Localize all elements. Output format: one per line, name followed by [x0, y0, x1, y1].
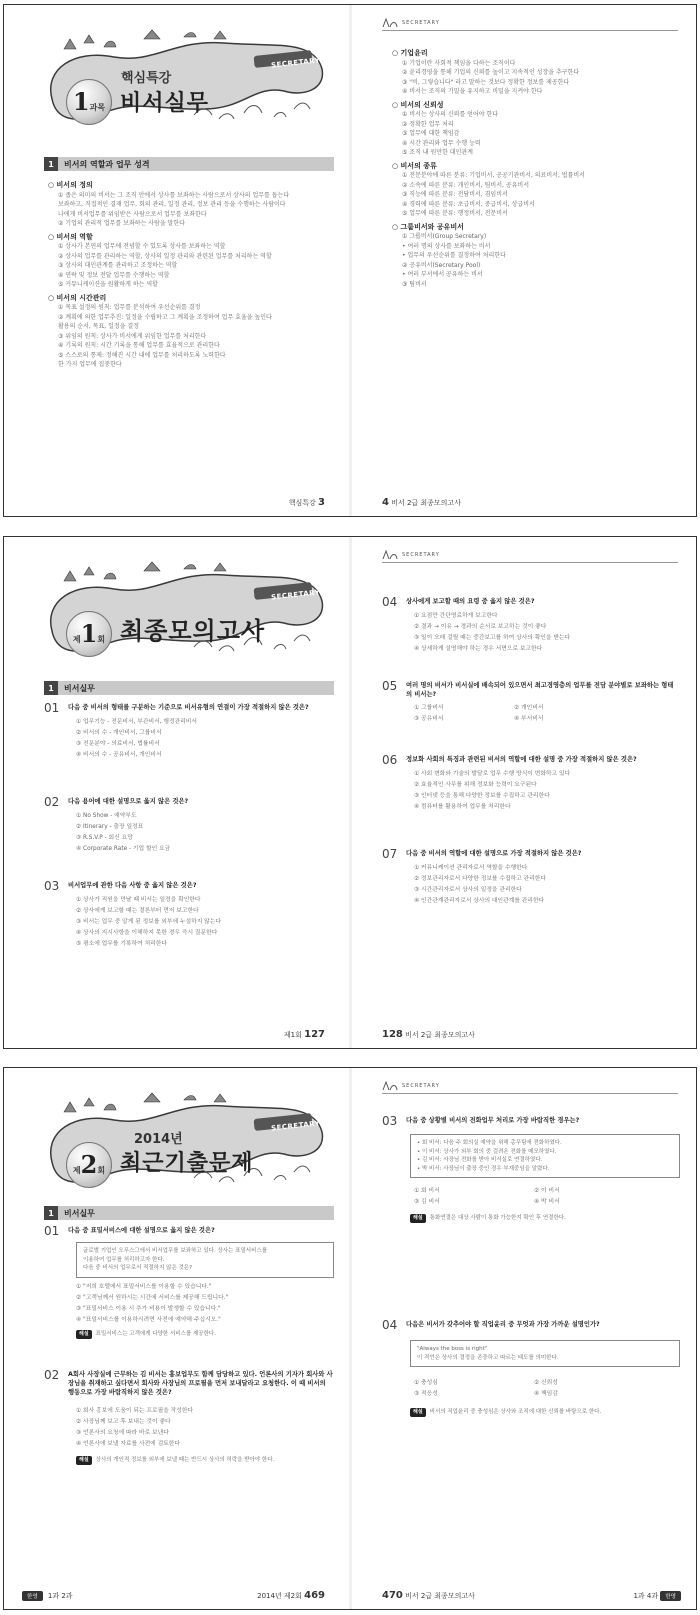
- badge-number: 1: [72, 87, 90, 116]
- subheading: ○ 비서의 역할: [48, 232, 93, 241]
- question-text: A회사 사장실에 근무하는 김 비서는 홍보업무도 함께 담당하고 있다. 언론사의 기자가 회사와 사장님을 취재하고 싶다면서 회사와 사장님의 프로필을 먼저 보내달라고 요청한다. 이 때 비서의 행동으로 가장 바람직하지 않은 것은?: [68, 1371, 333, 1396]
- question-number: 01: [44, 1224, 60, 1238]
- answer-option[interactable]: ② 효율적인 사무를 위해 정보화 능력이 요구된다: [414, 782, 537, 788]
- text-line: ③ 직능에 따른 분류: 전담비서, 겸임비서: [402, 191, 508, 198]
- text-line: ① 전문분야에 따른 분류: 기업비서, 공공기관비서, 의료비서, 법률비서: [402, 172, 585, 179]
- answer-options: [76, 1282, 228, 1326]
- answer-option[interactable]: ① 상사가 직원을 만날 때 비서는 일정을 확인한다: [76, 897, 201, 903]
- answer-option[interactable]: ④ 상세하게 설명해야 하는 경우 서면으로 보고한다: [414, 646, 543, 652]
- answer-option[interactable]: ① 회 비서: [414, 1188, 440, 1194]
- subheading: ○ 비서의 종류: [392, 161, 437, 170]
- page-footer: [289, 497, 325, 508]
- page-spread-3: [3, 1067, 697, 1610]
- question-text: 다음 중 비서의 형태를 구분하는 기준으로 비서유형의 연결이 가장 적절하지 않은 것은?: [68, 704, 309, 711]
- page-number: 4: [382, 497, 389, 508]
- answer-options: [76, 717, 197, 761]
- right-page: [352, 537, 697, 1048]
- text-line: ③ 업무에 대한 책임감: [402, 130, 460, 137]
- explanation-tag: 해설: [76, 1456, 92, 1465]
- section-number: 1: [44, 157, 58, 171]
- text-line: ② 공유비서(Secretary Pool): [402, 261, 481, 269]
- title-banner: [44, 1092, 326, 1192]
- answer-options: [414, 769, 570, 813]
- text-line: 활용의 순서, 목표, 일정을 결정: [58, 323, 139, 330]
- title-banner: [44, 561, 326, 661]
- subheading: ○ 비서의 정의: [48, 181, 93, 189]
- right-page: [352, 1068, 697, 1609]
- answer-option[interactable]: ③ 비서는 업무 중 알게 된 정보를 외부에 누설하지 않는다: [76, 919, 221, 925]
- answer-option[interactable]: ③ R.S.V.P - 회신 요망: [76, 835, 133, 841]
- answer-option[interactable]: ⑤ 평소에 업무를 기록하여 처리한다: [76, 941, 167, 947]
- text-line: ④ 기록의 원칙: 시간 기록을 통해 업무를 효율적으로 관리한다: [58, 342, 220, 349]
- explanation-text: 상사의 개인적 정보를 외부에 보낼 때는 반드시 상사의 허락을 받아야 한다.: [95, 1457, 275, 1463]
- subject-badge: [66, 79, 112, 125]
- footer-label: 핵심특강: [288, 499, 316, 507]
- question-item: [382, 1318, 682, 1338]
- text-line: ③ "비, 그렇습니다" 라고 말하는 것보다 정확한 정보를 제공한다: [402, 78, 570, 86]
- page-footer-left: [22, 1591, 73, 1601]
- text-line: 나에게 비서업무를 위임받은 사람으로서 업무를 보좌한다: [58, 210, 207, 218]
- section-header: [44, 157, 334, 171]
- box-line: 다음 중 비서의 업무로서 적절하지 않은 것은?: [83, 1265, 193, 1271]
- text-line: ① 상사가 본연의 업무에 전념할 수 있도록 상사를 보좌하는 역할: [58, 243, 226, 250]
- question-number: 06: [382, 753, 398, 767]
- answer-option[interactable]: ④ 비서의 수 - 공유비서, 개인비서: [76, 752, 162, 758]
- text-line: ① 좁은 의미의 비서는 그 조직 안에서 상사를 보좌하는 사람으로서 상사의 업무를 돕는다: [58, 191, 290, 199]
- answer-option[interactable]: ③ 적응성: [414, 1391, 438, 1397]
- banner-title: 최근기출문제: [120, 1151, 254, 1176]
- footer-label: 1과 4과: [633, 1592, 659, 1600]
- text-line: ⑤ 업무에 따른 분류: 행정비서, 전문비서: [402, 210, 508, 217]
- page-number: 469: [304, 1590, 325, 1601]
- subheading: ○ 기업윤리: [392, 49, 428, 57]
- answer-option[interactable]: ① No Show - 예약부도: [76, 813, 137, 819]
- text-line: ② 기업의 관리적 업무를 보좌하는 사람을 말한다: [58, 220, 185, 227]
- banner-title: 최종모의고사: [120, 617, 266, 645]
- explanation-note: [410, 1408, 680, 1417]
- left-page: [4, 537, 349, 1048]
- page-footer: [284, 1029, 325, 1040]
- box-line: • 회 비서: 다음 주 회의실 예약을 위해 총무팀에 전화하였다.: [417, 1140, 562, 1146]
- badge-number: 1: [80, 619, 98, 648]
- question-number: 03: [44, 879, 60, 893]
- text-line: ③ 팀비서: [402, 280, 427, 288]
- box-line: 이용하여 업무를 처리하고자 한다.: [83, 1256, 165, 1263]
- page-number: 3: [318, 497, 325, 508]
- text-line: ① 비서는 상사의 신뢰를 얻어야 한다: [402, 111, 499, 118]
- round-badge: [66, 1142, 112, 1188]
- footer-label: 2014년 제2회: [257, 1592, 302, 1600]
- question-item: [382, 753, 682, 843]
- header-text: SECRETARY: [402, 20, 440, 26]
- badge-prefix: 제: [72, 1166, 81, 1175]
- running-header: [382, 549, 678, 563]
- footer-tab: 한영: [22, 1591, 43, 1601]
- answer-option[interactable]: ① 요점만 간단명료하게 보고한다: [414, 613, 498, 619]
- answer-option[interactable]: ② 상사에게 보고할 때는 결론부터 먼저 보고한다: [76, 908, 199, 914]
- answer-option[interactable]: ④ 상사의 지시사항을 이해하지 못한 경우 즉시 질문한다: [76, 930, 218, 936]
- answer-options: [76, 895, 221, 950]
- question-text: 정보화 사회의 특징과 관련된 비서의 역할에 대한 설명 중 가장 적절하지 않은 것은?: [406, 756, 637, 763]
- explanation-tag: 해설: [76, 1330, 92, 1339]
- secretary-icon: [382, 549, 398, 561]
- footer-label: 비서 2급 최종모의고사: [391, 499, 461, 507]
- answer-option[interactable]: ④ 책임감: [534, 1391, 558, 1397]
- question-number: 05: [382, 679, 398, 693]
- question-text: 다음은 비서가 갖추어야 할 직업윤리 중 무엇과 가장 가까운 설명인가?: [406, 1321, 600, 1328]
- badge-number: 2: [80, 1150, 98, 1179]
- question-number: 02: [44, 1368, 60, 1382]
- answer-option[interactable]: ① 사회 변화와 기술의 발달로 업무 수행 방식이 변화하고 있다: [414, 771, 571, 777]
- subheading: ○ 비서의 신뢰성: [392, 100, 444, 109]
- text-line: ④ 연락 및 정보 전달 업무를 수행하는 역할: [58, 271, 170, 279]
- explanation-note: [76, 1456, 334, 1465]
- text-line: ① 기업이란 사회적 책임을 다하는 조직이다: [402, 59, 516, 67]
- answer-option[interactable]: ③ 김 비서: [414, 1199, 440, 1205]
- footer-tab: 한영: [660, 1591, 681, 1601]
- question-text: 여러 명의 비서가 비서실에 배속되어 있으면서 최고경영층의 업무를 전담 분야별로 보좌하는 형태의 비서는?: [406, 682, 674, 698]
- body-text: [392, 45, 682, 289]
- secretary-icon: [382, 1080, 398, 1092]
- text-line: ④ 비서는 조직의 기밀을 유지하고 비밀을 지켜야 한다: [402, 88, 543, 95]
- text-line: • 여러 부서에서 공유하는 비서: [402, 271, 483, 278]
- footer-label: 제1회: [283, 1031, 302, 1039]
- answer-option[interactable]: ④ 인간관계관리자로서 상사의 대인관계를 관리한다: [414, 898, 545, 904]
- page-footer: [257, 1590, 325, 1601]
- answer-option[interactable]: ① 커뮤니케이션 관리자로서 역할을 수행한다: [414, 865, 528, 871]
- question-context-box: [410, 1340, 680, 1367]
- answer-option[interactable]: ④ "표밀서비스를 이용하시려면 사전에 예약해 주십시오.": [76, 1317, 221, 1323]
- secretary-tag: SECRETARY: [270, 56, 321, 70]
- question-number: 02: [44, 795, 60, 809]
- round-badge: [66, 611, 112, 657]
- answer-option[interactable]: ② 결과 → 이유 → 경과의 순서로 보고하는 것이 좋다: [414, 624, 547, 630]
- question-item: [382, 1114, 682, 1134]
- banner-title: 비서실무: [120, 91, 210, 116]
- answer-option[interactable]: ① 업무기능 - 전문비서, 부관비서, 행정관리비서: [76, 719, 197, 725]
- explanation-note: [76, 1330, 334, 1339]
- question-text: 다음 중 비서의 역할에 대한 설명으로 가장 적절하지 않은 것은?: [406, 850, 582, 857]
- question-number: 04: [382, 595, 398, 609]
- text-line: • 업무의 우선순위를 결정하여 처리한다: [402, 252, 506, 259]
- page-footer: [382, 497, 461, 508]
- box-line: • 김 비서: 사장님 전화를 받아 비서실로 연결하였다.: [417, 1157, 543, 1163]
- question-item: [382, 595, 682, 675]
- left-page: [4, 1068, 349, 1609]
- text-line: ② 계획에 의한 업무추진: 일정을 수립하고 그 계획을 조정하여 업무 효율을 높인다: [58, 313, 272, 321]
- explanation-text: 통화연결은 대상 사람이 통화 가능한지 확인 후 연결한다.: [429, 1215, 566, 1221]
- answer-option[interactable]: ③ 인터넷 등을 통해 다양한 정보를 수집하고 관리한다: [414, 793, 550, 799]
- answer-option[interactable]: ③ 일이 오래 걸릴 때는 중간보고를 하여 상사의 확인을 받는다: [414, 635, 571, 641]
- section-number: 1: [44, 1206, 58, 1220]
- text-line: ① 그룹비서(Group Secretary): [402, 233, 487, 240]
- text-line: ⑤ 커뮤니케이션을 원활하게 하는 역할: [58, 281, 158, 288]
- answer-option[interactable]: ② 이 비서: [534, 1188, 560, 1194]
- answer-options: [414, 703, 614, 725]
- box-line: 글로벌 기업인 오푸스그에서 비서업무를 보좌하고 있다. 상사는 표밀서비스를: [83, 1248, 268, 1254]
- answer-option[interactable]: ④ Corporate Rate - 기업 할인 요금: [76, 846, 171, 852]
- title-banner: [44, 29, 326, 129]
- question-text: 다음 중 표밀서비스에 대한 설명으로 옳지 않은 것은?: [68, 1227, 215, 1234]
- question-number: 07: [382, 847, 398, 861]
- answer-option[interactable]: ① 회사 홍보에 도움이 되는 프로필을 작성한다: [76, 1408, 194, 1414]
- answer-option[interactable]: ④ 박 비서: [534, 1199, 560, 1205]
- text-line: ② 상사의 업무를 관리하는 역할, 상사의 일정 관리와 관련된 업무를 처리하는 역할: [58, 252, 272, 260]
- answer-option[interactable]: ③ 언론사의 요청에 따라 바로 보낸다: [76, 1430, 169, 1436]
- secretary-tag: SECRETARY: [270, 1119, 321, 1133]
- question-item: [44, 795, 339, 875]
- header-text: SECRETARY: [402, 552, 440, 558]
- banner-subtitle: 2014년: [134, 1132, 183, 1147]
- text-line: ⑤ 조직 내 원만한 대인관계: [402, 149, 473, 156]
- box-line: "Always the boss is right": [417, 1346, 488, 1352]
- text-line: ② 윤리경영을 통해 기업의 신뢰를 높이고 지속적인 성장을 추구한다: [402, 69, 580, 76]
- question-text: 다음 중 상황별 비서의 전화업무 처리로 가장 바람직한 경우는?: [406, 1117, 580, 1124]
- body-text: [48, 177, 333, 370]
- answer-option[interactable]: ③ 전문분야 - 의료비서, 법률비서: [76, 741, 160, 747]
- box-line: 이 격언은 상사의 결정을 존중하고 따르는 태도를 의미한다.: [417, 1354, 559, 1361]
- subheading: ○ 비서의 시간관리: [48, 293, 107, 302]
- footer-label: 비서 2급 최종모의고사: [405, 1031, 475, 1039]
- answer-options: [414, 611, 570, 655]
- question-item: [44, 1368, 339, 1518]
- answer-option[interactable]: ① "저희 호텔에서 표밀서비스를 이용할 수 있습니다.": [76, 1284, 212, 1290]
- question-text: 다음 용어에 대한 설명으로 옳지 않은 것은?: [68, 798, 189, 805]
- answer-option[interactable]: ② Itinerary - 출장 일정표: [76, 824, 144, 830]
- section-title: 비서의 역할과 업무 성격: [64, 159, 150, 169]
- explanation-tag: 해설: [410, 1214, 426, 1223]
- text-line: ① 목표 설정의 원칙: 업무를 분석하여 우선순위를 결정: [58, 304, 201, 311]
- question-item: [382, 847, 682, 937]
- box-line: • 이 비서: 상사가 외부 회의 중 걸려온 전화를 메모하였다.: [417, 1148, 557, 1155]
- badge-suffix: 회: [97, 1166, 106, 1175]
- question-item: [44, 879, 339, 979]
- page-spread-1: [3, 4, 697, 517]
- answer-option[interactable]: ③ "표밀서비스 이용 시 추가 비용이 발생할 수 있습니다.": [76, 1306, 221, 1312]
- text-line: 한 가지 업무에 집중한다: [58, 361, 122, 368]
- page-footer: [382, 1029, 475, 1040]
- text-line: ④ 경력에 따른 분류: 초급비서, 중급비서, 상급비서: [402, 200, 535, 208]
- footer-label: 비서 2급 최종모의고사: [405, 1592, 475, 1600]
- text-line: 보좌하고, 직접적인 결재 업무, 회의 관리, 일정 관리, 정보 관리 등을 수행하는 사람이다: [58, 201, 286, 208]
- answer-options: [76, 1406, 193, 1450]
- banner-subtitle: 핵심특강: [121, 71, 172, 86]
- answer-option[interactable]: ② 비서의 수 - 개인비서, 그룹비서: [76, 730, 162, 736]
- right-page: [352, 5, 697, 516]
- page-number: 128: [382, 1029, 403, 1040]
- text-line: ③ 위임의 원칙: 상사가 비서에게 위임한 업무를 처리한다: [58, 332, 207, 340]
- secretary-icon: [382, 17, 398, 29]
- question-text: 비서업무에 관한 다음 사항 중 옳지 않은 것은?: [68, 882, 197, 889]
- header-text: SECRETARY: [402, 1083, 440, 1089]
- answer-options: [414, 863, 546, 907]
- badge-suffix: 과목: [89, 103, 106, 112]
- answer-option[interactable]: ④ 컴퓨터를 활용하여 업무를 처리한다: [414, 804, 511, 810]
- answer-option[interactable]: ① 충성심: [414, 1380, 438, 1386]
- text-line: ⑤ 스스로의 통제: 정해진 시간 내에 업무를 처리하도록 노력한다: [58, 351, 226, 359]
- section-title: 비서실무: [64, 683, 95, 693]
- section-header: [44, 681, 334, 695]
- text-line: ④ 시간 관리와 업무 수행 능력: [402, 139, 481, 147]
- answer-option[interactable]: ③ 공유비서: [414, 716, 444, 722]
- subheading: ○ 그룹비서와 공유비서: [392, 222, 464, 231]
- page-number: 127: [304, 1029, 325, 1040]
- running-header: [382, 1080, 678, 1094]
- answer-option[interactable]: ① 그룹비서: [414, 705, 444, 711]
- explanation-text: 표밀서비스는 고객에게 다양한 서비스를 제공한다.: [95, 1331, 216, 1337]
- question-number: 04: [382, 1318, 398, 1332]
- secretary-tag: SECRETARY: [270, 588, 321, 602]
- answer-option[interactable]: ② "고객님께서 원하시는 시간에 서비스를 제공해 드립니다.": [76, 1295, 229, 1301]
- page-spread-2: [3, 536, 697, 1049]
- badge-prefix: 제: [72, 635, 81, 644]
- explanation-tag: 해설: [410, 1408, 426, 1417]
- answer-option[interactable]: ③ 시간관리자로서 상사의 일정을 관리한다: [414, 887, 522, 893]
- explanation-text: 비서의 직업윤리 중 충성심은 상사와 조직에 대한 신뢰를 바탕으로 한다.: [429, 1409, 602, 1415]
- question-item: [44, 701, 339, 791]
- question-number: 01: [44, 701, 60, 715]
- page-footer: [382, 1590, 475, 1601]
- answer-options: [414, 1378, 654, 1400]
- badge-suffix: 회: [97, 635, 106, 644]
- section-number: 1: [44, 681, 58, 695]
- section-title: 비서실무: [64, 1208, 95, 1218]
- answer-option[interactable]: ② 신뢰성: [534, 1380, 558, 1386]
- answer-option[interactable]: ④ 언론사에 보낼 자료를 사전에 검토한다: [76, 1441, 181, 1447]
- text-line: ② 정확한 업무 처리: [402, 120, 454, 128]
- explanation-note: [410, 1214, 680, 1223]
- footer-label: 1과 2과: [47, 1592, 73, 1600]
- question-context-box: [76, 1242, 334, 1278]
- text-line: ② 소속에 따른 분류: 개인비서, 팀비서, 공유비서: [402, 181, 529, 189]
- left-page: [4, 5, 349, 516]
- text-line: ③ 상사의 대인관계를 관리하고 조정하는 역할: [58, 262, 178, 269]
- answer-option[interactable]: ② 개인비서: [514, 705, 544, 711]
- question-number: 03: [382, 1114, 398, 1128]
- answer-option[interactable]: ② 정보관리자로서 다양한 정보를 수집하고 관리한다: [414, 876, 547, 882]
- answer-option[interactable]: ② 사장님께 보고 후 보내는 것이 좋다: [76, 1419, 171, 1425]
- question-item: [382, 679, 682, 749]
- running-header: [382, 17, 678, 31]
- answer-options: [76, 811, 170, 855]
- page-number: 470: [382, 1590, 403, 1601]
- question-context-box: [410, 1134, 680, 1178]
- box-line: • 박 비서: 사장님이 출장 중인 경우 부재중임을 알렸다.: [417, 1165, 550, 1172]
- page-footer-right: [633, 1591, 684, 1601]
- section-header: [44, 1206, 334, 1220]
- text-line: • 여러 명의 상사를 보좌하는 비서: [402, 242, 491, 250]
- question-text: 상사에게 보고할 때의 요령 중 옳지 않은 것은?: [406, 598, 535, 605]
- answer-option[interactable]: ④ 부서비서: [514, 716, 544, 722]
- answer-options: [414, 1186, 654, 1208]
